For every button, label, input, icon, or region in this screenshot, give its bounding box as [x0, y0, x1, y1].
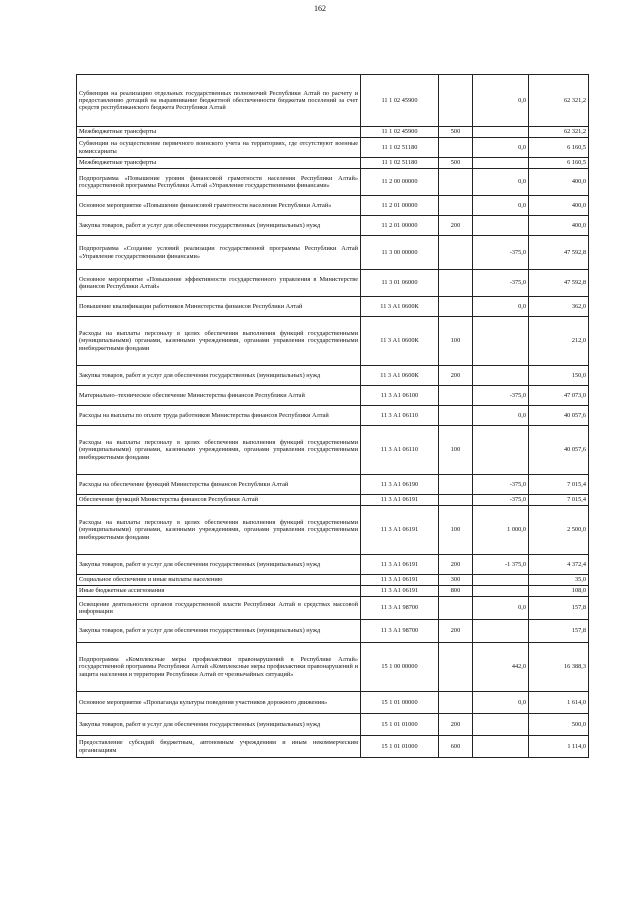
row-change: -375,0 — [473, 270, 529, 297]
row-code: 11 3 00 00000 — [361, 236, 439, 270]
row-expense-type — [439, 169, 473, 196]
row-sum: 7 015,4 — [529, 495, 589, 506]
row-code: 11 2 01 00000 — [361, 196, 439, 216]
table-row — [77, 692, 589, 714]
table-row — [77, 138, 589, 158]
row-expense-type — [439, 297, 473, 317]
row-code: 11 2 01 00000 — [361, 216, 439, 236]
row-name: Социальное обеспечение и иные выплаты населению — [77, 575, 361, 586]
table-row — [77, 366, 589, 386]
table-row — [77, 620, 589, 643]
row-name: Обеспечение функций Министерства финансов Республики Алтай — [77, 495, 361, 506]
table-row — [77, 406, 589, 426]
row-code: 11 3 А1 06110 — [361, 426, 439, 475]
row-sum: 40 057,6 — [529, 426, 589, 475]
row-name: Подпрограмма «Повышение уровня финансовой грамотности населения Республики Алтай» государственной программы Республики Алтай «Управление государственными финансами» — [77, 169, 361, 196]
row-expense-type: 300 — [439, 575, 473, 586]
row-name: Расходы на выплаты по оплате труда работников Министерства финансов Республики Алтай — [77, 406, 361, 426]
row-expense-type — [439, 495, 473, 506]
row-code: 15 1 00 00000 — [361, 643, 439, 692]
row-sum: 1 114,0 — [529, 736, 589, 758]
row-sum: 40 057,6 — [529, 406, 589, 426]
row-sum: 47 073,0 — [529, 386, 589, 406]
row-sum: 47 592,8 — [529, 270, 589, 297]
row-expense-type — [439, 406, 473, 426]
row-change: 0,0 — [473, 297, 529, 317]
row-sum: 157,8 — [529, 597, 589, 620]
row-sum: 62 321,2 — [529, 127, 589, 138]
row-change: -375,0 — [473, 386, 529, 406]
table-row — [77, 736, 589, 758]
table-row — [77, 236, 589, 270]
row-code: 11 3 А1 06100 — [361, 386, 439, 406]
row-change: 1 000,0 — [473, 506, 529, 555]
row-change: 0,0 — [473, 597, 529, 620]
row-expense-type: 100 — [439, 426, 473, 475]
row-code: 11 3 А1 0600К — [361, 366, 439, 386]
row-change — [473, 714, 529, 736]
table-row — [77, 317, 589, 366]
row-name: Основное мероприятие «Пропаганда культуры поведения участников дорожного движения» — [77, 692, 361, 714]
table-row — [77, 643, 589, 692]
row-sum: 62 321,2 — [529, 75, 589, 127]
table-row — [77, 127, 589, 138]
row-code: 11 1 02 45900 — [361, 127, 439, 138]
row-code: 11 3 А1 0600К — [361, 317, 439, 366]
row-name: Межбюджетные трансферты — [77, 158, 361, 169]
row-change: -1 375,0 — [473, 555, 529, 575]
row-expense-type — [439, 270, 473, 297]
row-sum: 400,0 — [529, 196, 589, 216]
row-sum: 108,0 — [529, 586, 589, 597]
table-row — [77, 169, 589, 196]
row-sum: 212,0 — [529, 317, 589, 366]
row-expense-type: 100 — [439, 317, 473, 366]
row-change: 442,0 — [473, 643, 529, 692]
row-expense-type — [439, 475, 473, 495]
row-sum: 6 160,5 — [529, 138, 589, 158]
row-sum: 7 015,4 — [529, 475, 589, 495]
table-row — [77, 386, 589, 406]
row-sum: 2 500,0 — [529, 506, 589, 555]
row-change: 0,0 — [473, 169, 529, 196]
row-name: Предоставление субсидий бюджетным, автономным учреждениям и иным некоммерческим организациям — [77, 736, 361, 758]
row-sum: 400,0 — [529, 169, 589, 196]
row-name: Расходы на обеспечение функций Министерства финансов Республики Алтай — [77, 475, 361, 495]
table-row — [77, 495, 589, 506]
row-code: 11 3 А1 06191 — [361, 506, 439, 555]
row-code: 11 3 А1 06110 — [361, 406, 439, 426]
row-code: 11 3 А1 98700 — [361, 597, 439, 620]
row-name: Межбюджетные трансферты — [77, 127, 361, 138]
row-sum: 16 388,3 — [529, 643, 589, 692]
row-change — [473, 127, 529, 138]
row-change — [473, 216, 529, 236]
row-name: Подпрограмма «Комплексные меры профилактики правонарушений в Республике Алтай» государственной программы Республики Алтай «Комплексные меры профилактики правонарушений и защита населения и территории Республики Алтай от чрезвычайных ситуаций» — [77, 643, 361, 692]
table-row — [77, 714, 589, 736]
row-sum: 1 614,0 — [529, 692, 589, 714]
row-expense-type — [439, 75, 473, 127]
row-expense-type: 200 — [439, 620, 473, 643]
row-expense-type: 200 — [439, 366, 473, 386]
row-change: 0,0 — [473, 138, 529, 158]
row-name: Освещение деятельности органов государственной власти Республики Алтай в средствах массовой информации — [77, 597, 361, 620]
row-sum: 6 160,5 — [529, 158, 589, 169]
page-number: 162 — [314, 4, 326, 13]
row-expense-type: 500 — [439, 127, 473, 138]
row-code: 11 3 А1 06191 — [361, 495, 439, 506]
row-change: 0,0 — [473, 75, 529, 127]
row-name: Расходы на выплаты персоналу в целях обеспечения выполнения функций государственными (муниципальными) органами, казенными учреждениями, органами управления государственными внебюджетными фондами — [77, 426, 361, 475]
row-sum: 362,0 — [529, 297, 589, 317]
table-row — [77, 426, 589, 475]
row-name: Закупка товаров, работ и услуг для обеспечения государственных (муниципальных) нужд — [77, 366, 361, 386]
row-code: 11 3 А1 98700 — [361, 620, 439, 643]
row-change: -375,0 — [473, 495, 529, 506]
row-sum: 4 372,4 — [529, 555, 589, 575]
row-code: 15 1 01 01000 — [361, 714, 439, 736]
row-name: Основное мероприятие «Повышение финансовой грамотности населения Республики Алтай» — [77, 196, 361, 216]
row-code: 11 3 А1 0600К — [361, 297, 439, 317]
row-name: Закупка товаров, работ и услуг для обеспечения государственных (муниципальных) нужд — [77, 216, 361, 236]
row-change — [473, 366, 529, 386]
table-row — [77, 475, 589, 495]
row-code: 11 3 01 06000 — [361, 270, 439, 297]
row-expense-type — [439, 643, 473, 692]
row-code: 11 3 А1 06191 — [361, 575, 439, 586]
row-expense-type: 500 — [439, 158, 473, 169]
row-expense-type: 200 — [439, 216, 473, 236]
row-expense-type: 800 — [439, 586, 473, 597]
row-name: Подпрограмма «Создание условий реализации государственной программы Республики Алтай «Управление государственными финансами» — [77, 236, 361, 270]
row-change — [473, 317, 529, 366]
row-expense-type — [439, 138, 473, 158]
row-change — [473, 158, 529, 169]
row-name: Основное мероприятие «Повышение эффективности государственного управления в Министерстве финансов Республики Алтай» — [77, 270, 361, 297]
row-sum: 35,0 — [529, 575, 589, 586]
row-expense-type: 100 — [439, 506, 473, 555]
table-row — [77, 506, 589, 555]
row-sum: 157,8 — [529, 620, 589, 643]
row-sum: 400,0 — [529, 216, 589, 236]
row-name: Расходы на выплаты персоналу в целях обеспечения выполнения функций государственными (муниципальными) органами, казенными учреждениями, органами управления государственными внебюджетными фондами — [77, 506, 361, 555]
row-change: 0,0 — [473, 406, 529, 426]
row-name: Субвенции на осуществление первичного воинского учета на территориях, где отсутствуют военные комиссариаты — [77, 138, 361, 158]
row-change — [473, 586, 529, 597]
row-name: Субвенции на реализацию отдельных государственных полномочий Республики Алтай по расчету и предоставлению дотаций на выравнивание бюджетной обеспеченности бюджетам поселений за счет средств республиканского бюджета Республики Алтай — [77, 75, 361, 127]
row-name: Закупка товаров, работ и услуг для обеспечения государственных (муниципальных) нужд — [77, 714, 361, 736]
row-sum: 47 592,8 — [529, 236, 589, 270]
row-code: 11 3 А1 06191 — [361, 555, 439, 575]
row-expense-type — [439, 597, 473, 620]
table-row — [77, 75, 589, 127]
row-name: Повышение квалификации работников Министерства финансов Республики Алтай — [77, 297, 361, 317]
row-expense-type — [439, 196, 473, 216]
row-expense-type: 200 — [439, 555, 473, 575]
row-change — [473, 620, 529, 643]
row-code: 15 1 01 01000 — [361, 736, 439, 758]
row-code: 11 3 А1 06191 — [361, 586, 439, 597]
row-expense-type: 600 — [439, 736, 473, 758]
row-code: 11 1 02 51180 — [361, 138, 439, 158]
row-change: -375,0 — [473, 475, 529, 495]
row-code: 11 1 02 51180 — [361, 158, 439, 169]
table-row — [77, 196, 589, 216]
table-row — [77, 575, 589, 586]
row-change: 0,0 — [473, 692, 529, 714]
budget-table-body — [77, 75, 589, 758]
row-code: 11 2 00 00000 — [361, 169, 439, 196]
table-row — [77, 586, 589, 597]
table-row — [77, 270, 589, 297]
table-row — [77, 597, 589, 620]
budget-table — [76, 74, 589, 758]
row-code: 11 1 02 45900 — [361, 75, 439, 127]
table-row — [77, 297, 589, 317]
row-name: Расходы на выплаты персоналу в целях обеспечения выполнения функций государственными (муниципальными) органами, казенными учреждениями, органами управления государственными внебюджетными фондами — [77, 317, 361, 366]
row-sum: 150,0 — [529, 366, 589, 386]
row-expense-type — [439, 236, 473, 270]
table-row — [77, 158, 589, 169]
row-expense-type — [439, 692, 473, 714]
row-change — [473, 736, 529, 758]
row-change — [473, 575, 529, 586]
row-expense-type: 200 — [439, 714, 473, 736]
row-name: Материально–техническое обеспечение Министерства финансов Республики Алтай — [77, 386, 361, 406]
row-change: 0,0 — [473, 196, 529, 216]
row-name: Иные бюджетные ассигнования — [77, 586, 361, 597]
row-change — [473, 426, 529, 475]
row-sum: 500,0 — [529, 714, 589, 736]
table-row — [77, 555, 589, 575]
row-change: -375,0 — [473, 236, 529, 270]
row-name: Закупка товаров, работ и услуг для обеспечения государственных (муниципальных) нужд — [77, 620, 361, 643]
row-code: 11 3 А1 06190 — [361, 475, 439, 495]
row-expense-type — [439, 386, 473, 406]
table-row — [77, 216, 589, 236]
row-name: Закупка товаров, работ и услуг для обеспечения государственных (муниципальных) нужд — [77, 555, 361, 575]
row-code: 15 1 01 00000 — [361, 692, 439, 714]
